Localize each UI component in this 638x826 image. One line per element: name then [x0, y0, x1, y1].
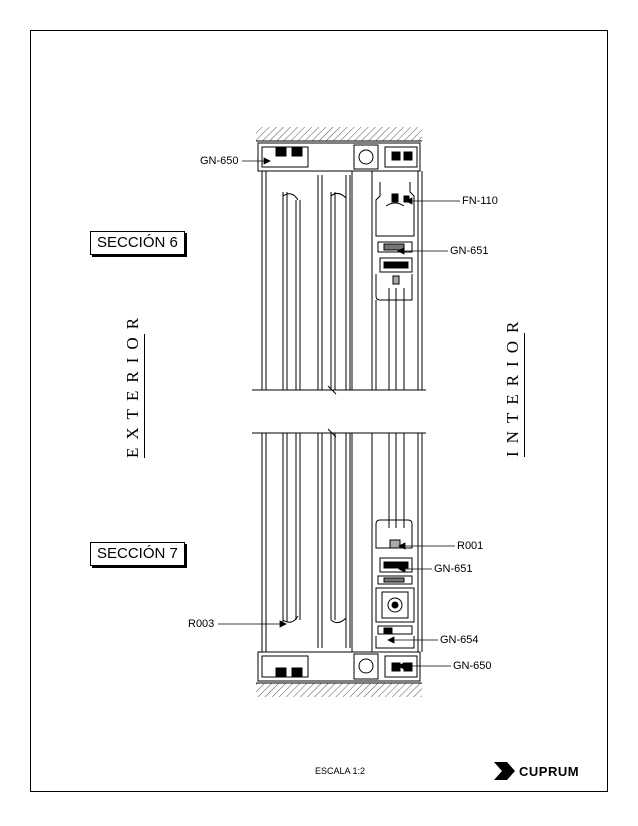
callout-gn650-bottom: GN-650	[453, 660, 492, 672]
callout-gn651-bottom: GN-651	[434, 563, 473, 575]
interior-label: INTERIOR	[503, 333, 525, 457]
lower-sash-detail	[376, 520, 414, 648]
section-6-label: SECCIÓN 6	[90, 231, 185, 255]
brand-name: CUPRUM	[519, 763, 580, 779]
cuprum-logo-mark-icon	[494, 762, 516, 780]
callout-gn654: GN-654	[440, 634, 479, 646]
leader-lines	[218, 158, 460, 669]
top-wall-hatch	[256, 127, 422, 141]
top-frame-profile	[258, 143, 420, 171]
callout-gn650-top: GN-650	[200, 155, 239, 167]
section-7-label: SECCIÓN 7	[90, 542, 185, 566]
upper-vertical-members	[252, 171, 426, 394]
exterior-label: EXTERIOR	[123, 334, 145, 458]
bottom-frame-profile	[258, 652, 420, 681]
callout-fn110: FN-110	[462, 195, 498, 207]
callout-r003: R003	[188, 618, 215, 630]
bottom-wall-hatch	[256, 683, 422, 697]
scale-note: ESCALA 1:2	[315, 766, 366, 776]
callout-gn651-top: GN-651	[450, 245, 489, 257]
callout-r001: R001	[457, 540, 484, 552]
cuprum-logo	[494, 762, 579, 780]
